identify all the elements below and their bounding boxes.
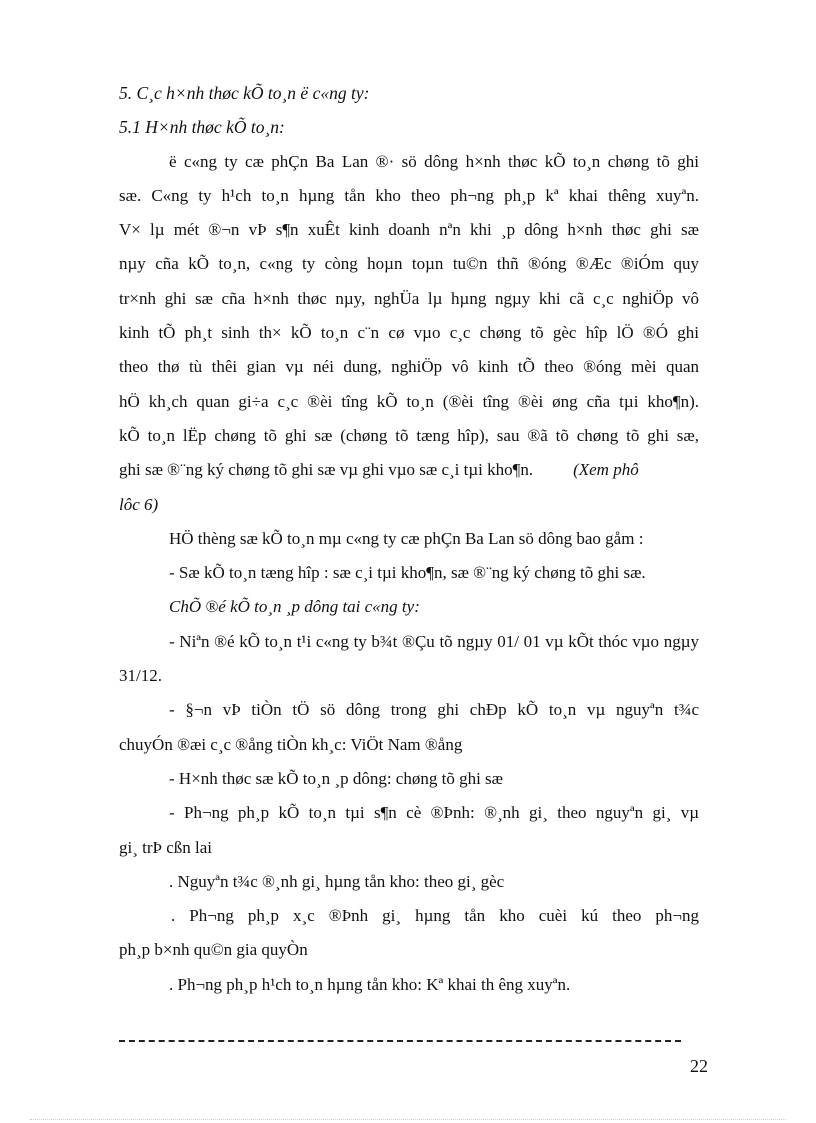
inventory-accounting-line: . Ph¬ng ph¸p h¹ch to¸n hµng tån kho: Kª khai th êng xuyªn. <box>169 974 571 994</box>
section-heading-5: 5. C¸c h×nh thøc kÕ to¸n ë c«ng ty: <box>119 83 370 103</box>
page-number: 22 <box>690 1056 708 1076</box>
fiscal-year-line: 31/12. <box>119 666 162 686</box>
paragraph-line: theo thø tù thêi gian vµ néi dung, nghiÖp vô kinh tÕ theo ®óng mèi quan <box>119 357 699 377</box>
inventory-method-line: . Ph¬ng ph¸p x¸c ®Þnh gi¸ hµng tån kho cuèi kú theo ph¬ng <box>171 906 699 926</box>
currency-line: - §¬n vÞ tiÒn tÖ sö dông trong ghi chÐp kÕ to¸n vµ nguyªn t¾c <box>169 700 699 720</box>
page-bottom-dotted-border <box>30 1119 786 1120</box>
paragraph-line: kinh tÕ ph¸t sinh th× kÕ to¸n c¨n cø vµo c¸c chøng tõ gèc hîp lÖ ®Ó ghi <box>119 323 699 343</box>
paragraph-line: ghi sæ ®¨ng ký chøng tõ ghi sæ vµ ghi vµo sæ c¸i tµi kho¶n. <box>119 460 534 480</box>
books-item: - Sæ kÕ to¸n tæng hîp : sæ c¸i tµi kho¶n, sæ ®¨ng ký chøng tõ ghi sæ. <box>169 563 646 583</box>
document-body <box>119 76 699 1002</box>
paragraph-line: ë c«ng ty cæ phÇn Ba Lan ®· sö dông h×nh thøc kÕ to¸n chøng tõ ghi <box>169 151 699 171</box>
appendix-reference-continued: lôc 6) <box>119 494 159 514</box>
fixed-asset-line: gi¸ trÞ cßn lai <box>119 837 213 857</box>
paragraph-line: hÖ kh¸ch quan gi÷a c¸c ®èi tîng kÕ to¸n (®èi tîng ®èi øng cña tµi kho¶n). <box>119 391 699 411</box>
footer-dashed-rule <box>119 1040 681 1042</box>
paragraph-line: kÕ to¸n lËp chøng tõ ghi sæ (chøng tõ tæng hîp), sau ®ã tõ chøng tõ ghi sæ, <box>119 425 699 445</box>
section-heading-5-1: 5.1 H×nh thøc kÕ to¸n: <box>119 117 285 138</box>
fiscal-year-line: - Niªn ®é kÕ to¸n t¹i c«ng ty b¾t ®Çu tõ ngµy 01/ 01 vµ kÕt thóc vµo ngµy <box>169 631 699 651</box>
paragraph-line: sæ. C«ng ty h¹ch to¸n hµng tån kho theo ph¬ng ph¸p kª khai thêng xuyªn. <box>119 185 699 205</box>
regime-heading: ChÕ ®é kÕ to¸n ¸p dông tai c«ng ty: <box>169 597 420 617</box>
paragraph-line: V× lµ mét ®¬n vÞ s¶n xuÊt kinh doanh nªn khi ¸p dông h×nh thøc ghi sæ <box>119 220 699 240</box>
paragraph-line-with-reference <box>119 453 699 487</box>
inventory-method-line: ph¸p b×nh qu©n gia quyÒn <box>119 940 308 960</box>
paragraph-line: nµy cña kÕ to¸n, c«ng ty còng hoµn toµn tu©n thñ ®óng ®Æc ®iÓm quy <box>119 254 699 274</box>
books-intro: HÖ thèng sæ kÕ to¸n mµ c«ng ty cæ phÇn Ba Lan sö dông bao gåm : <box>169 528 644 548</box>
inventory-principle-line: . Nguyªn t¾c ®¸nh gi¸ hµng tån kho: theo gi¸ gèc <box>169 871 505 891</box>
form-applied-line: - H×nh thøc sæ kÕ to¸n ¸p dông: chøng tõ ghi sæ <box>169 768 503 788</box>
fixed-asset-line: - Ph¬ng ph¸p kÕ to¸n tµi s¶n cè ®Þnh: ®¸nh gi¸ theo nguyªn gi¸ vµ <box>169 803 699 823</box>
paragraph-line: tr×nh ghi sæ cña h×nh thøc nµy, nghÜa lµ hµng ngµy khi cã c¸c nghiÖp vô <box>119 288 699 308</box>
appendix-reference: (Xem phô <box>573 460 639 480</box>
currency-line: chuyÓn ®æi c¸c ®ång tiÒn kh¸c: ViÖt Nam ®ång <box>119 734 463 754</box>
